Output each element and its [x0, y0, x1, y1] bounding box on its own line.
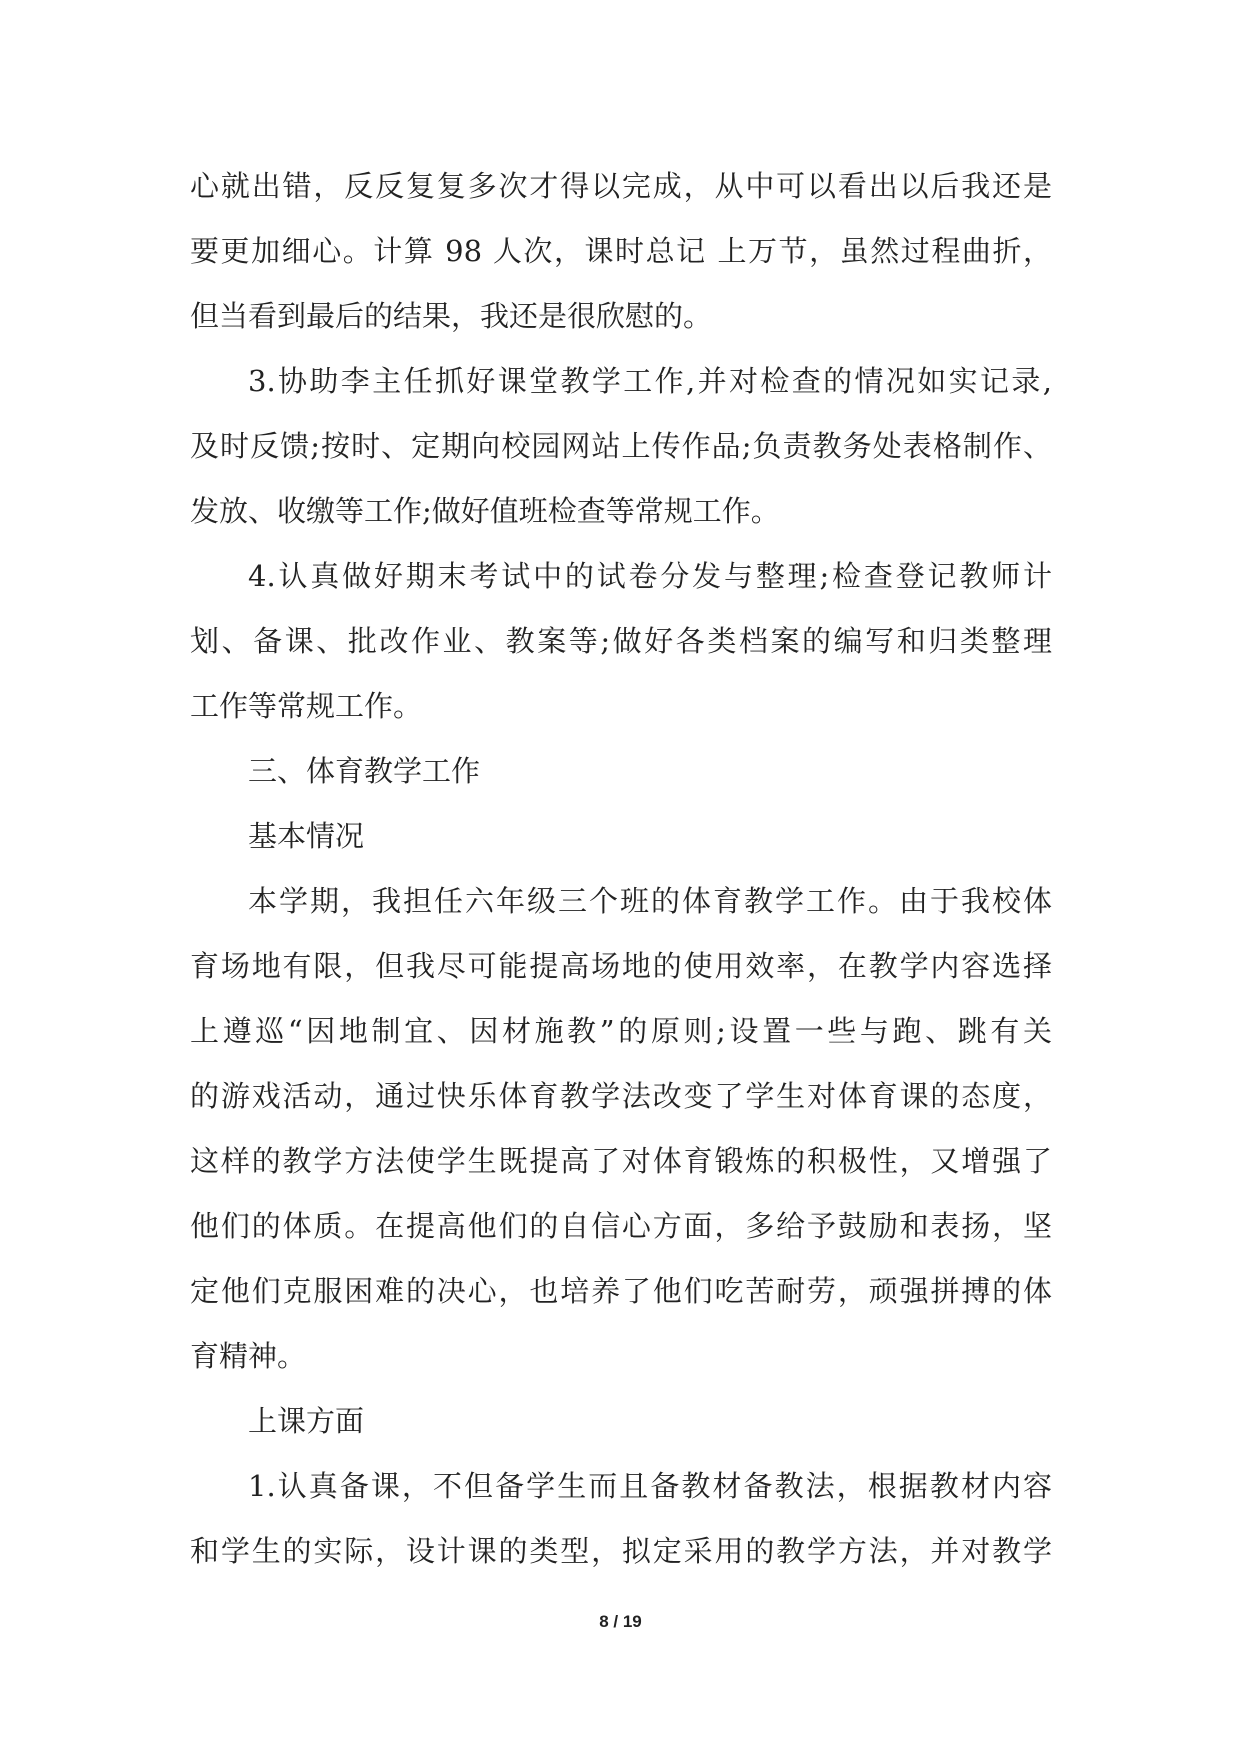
paragraph-first-line: 1.认真备课，不但备学生而且备教材备教法，根据教材内容: [248, 1469, 1052, 1503]
body-text: [190, 154, 1052, 1584]
text-line: 这样的教学方法使学生既提高了对体育锻炼的积极性，又增强了: [190, 1144, 1052, 1178]
text-line: 及时反馈;按时、定期向校园网站上传作品;负责教务处表格制作、: [190, 429, 1052, 463]
text-line: 心就出错，反反复复多次才得以完成，从中可以看出以后我还是: [190, 169, 1052, 203]
text-line: 但当看到最后的结果，我还是很欣慰的。: [190, 299, 713, 333]
text-line: 定他们克服困难的决心，也培养了他们吃苦耐劳，顽强拼搏的体: [190, 1274, 1052, 1308]
text-line: 划、备课、批改作业、教案等;做好各类档案的编写和归类整理: [190, 624, 1052, 658]
paragraph-first-line: 基本情况: [248, 819, 365, 853]
text-line: 他们的体质。在提高他们的自信心方面，多给予鼓励和表扬，坚: [190, 1209, 1052, 1243]
text-line: 育精神。: [190, 1339, 307, 1373]
paragraph-first-line: 3.协助李主任抓好课堂教学工作,并对检查的情况如实记录,: [248, 364, 1052, 398]
text-line: 工作等常规工作。: [190, 689, 423, 723]
paragraph-first-line: 三、体育教学工作: [248, 754, 481, 788]
paragraph-first-line: 4.认真做好期末考试中的试卷分发与整理;检查登记教师计: [248, 559, 1052, 593]
text-line: 和学生的实际，设计课的类型，拟定采用的教学方法，并对教学: [190, 1534, 1052, 1568]
text-line: 要更加细心。计算 98 人次，课时总记 上万节，虽然过程曲折，: [190, 234, 1052, 268]
text-line: 上遵巡“因地制宜、因材施教”的原则;设置一些与跑、跳有关: [190, 1014, 1052, 1048]
paragraph-first-line: 本学期，我担任六年级三个班的体育教学工作。由于我校体: [248, 884, 1052, 918]
text-line: 发放、收缴等工作;做好值班检查等常规工作。: [190, 494, 780, 528]
text-line: 育场地有限，但我尽可能提高场地的使用效率，在教学内容选择: [190, 949, 1052, 983]
text-line: 的游戏活动，通过快乐体育教学法改变了学生对体育课的态度，: [190, 1079, 1052, 1113]
page-number: 8 / 19: [599, 1612, 642, 1631]
paragraph-first-line: 上课方面: [248, 1404, 365, 1438]
